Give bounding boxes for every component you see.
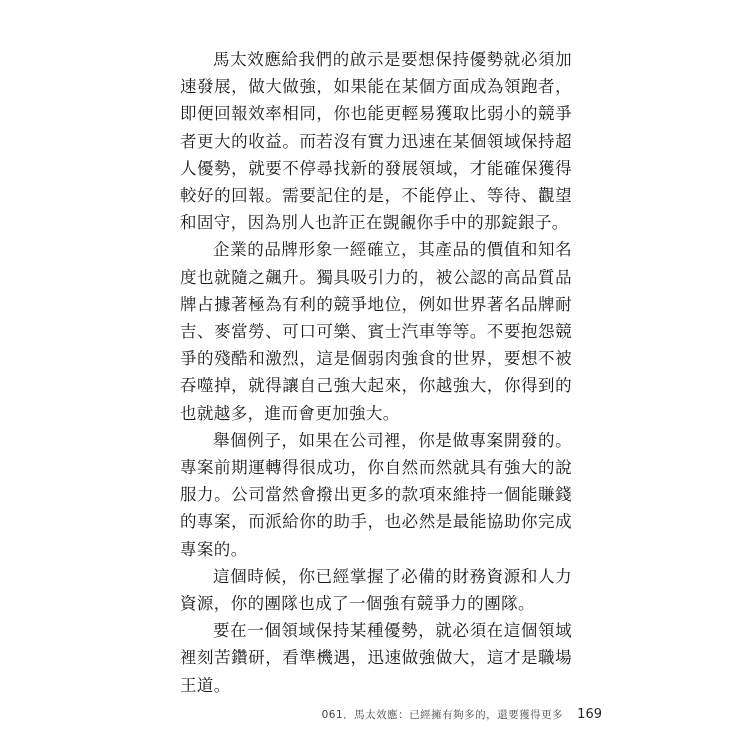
body-text — [180, 46, 572, 699]
paragraph-4: 這個時候，你已經掌握了必備的財務資源和人力資源，你的團隊也成了一個強有競爭力的團隊。 — [180, 566, 572, 614]
paragraph-1: 馬太效應給我們的啟示是要想保持優勢就必須加速發展，做大做強，如果能在某個方面成為領跑者，即便回報效率相同，你也能更輕易獲取比弱小的競爭者更大的收益。而若沒有實力迅速在某個領域保持超人優勢，就要不停尋找新的發展領域，才能確保獲得較好的回報。需要記住的是，不能停止、等待、觀望和固守，因為別人也許正在覬覦你手中的那錠銀子。 — [180, 50, 572, 233]
paragraph-3: 舉個例子，如果在公司裡，你是做專案開發的。專案前期運轉得很成功，你自然而然就具有強大的說服力。公司當然會撥出更多的款項來維持一個能賺錢的專案，而派給你的助手，也必然是最能協助你完成專案的。 — [180, 430, 572, 559]
running-head: 061．馬太效應：已經擁有夠多的，還要獲得更多 — [321, 709, 564, 721]
page-number: 169 — [577, 707, 602, 722]
paragraph-2: 企業的品牌形象一經確立，其產品的價值和知名度也就隨之飆升。獨具吸引力的，被公認的高品質品牌占據著極為有利的競爭地位，例如世界著名品牌耐吉、麥當勞、可口可樂、賓士汽車等等。不要抱怨競爭的殘酷和激烈，這是個弱肉強食的世界，要想不被吞噬掉，就得讓自己強大起來，你越強大，你得到的也就越多，進而會更加強大。 — [180, 240, 572, 423]
page-footer — [322, 707, 602, 722]
paragraph-5: 要在一個領域保持某種優勢，就必須在這個領域裡刻苦鑽研，看準機遇，迅速做強做大，這才是職場王道。 — [180, 621, 572, 695]
